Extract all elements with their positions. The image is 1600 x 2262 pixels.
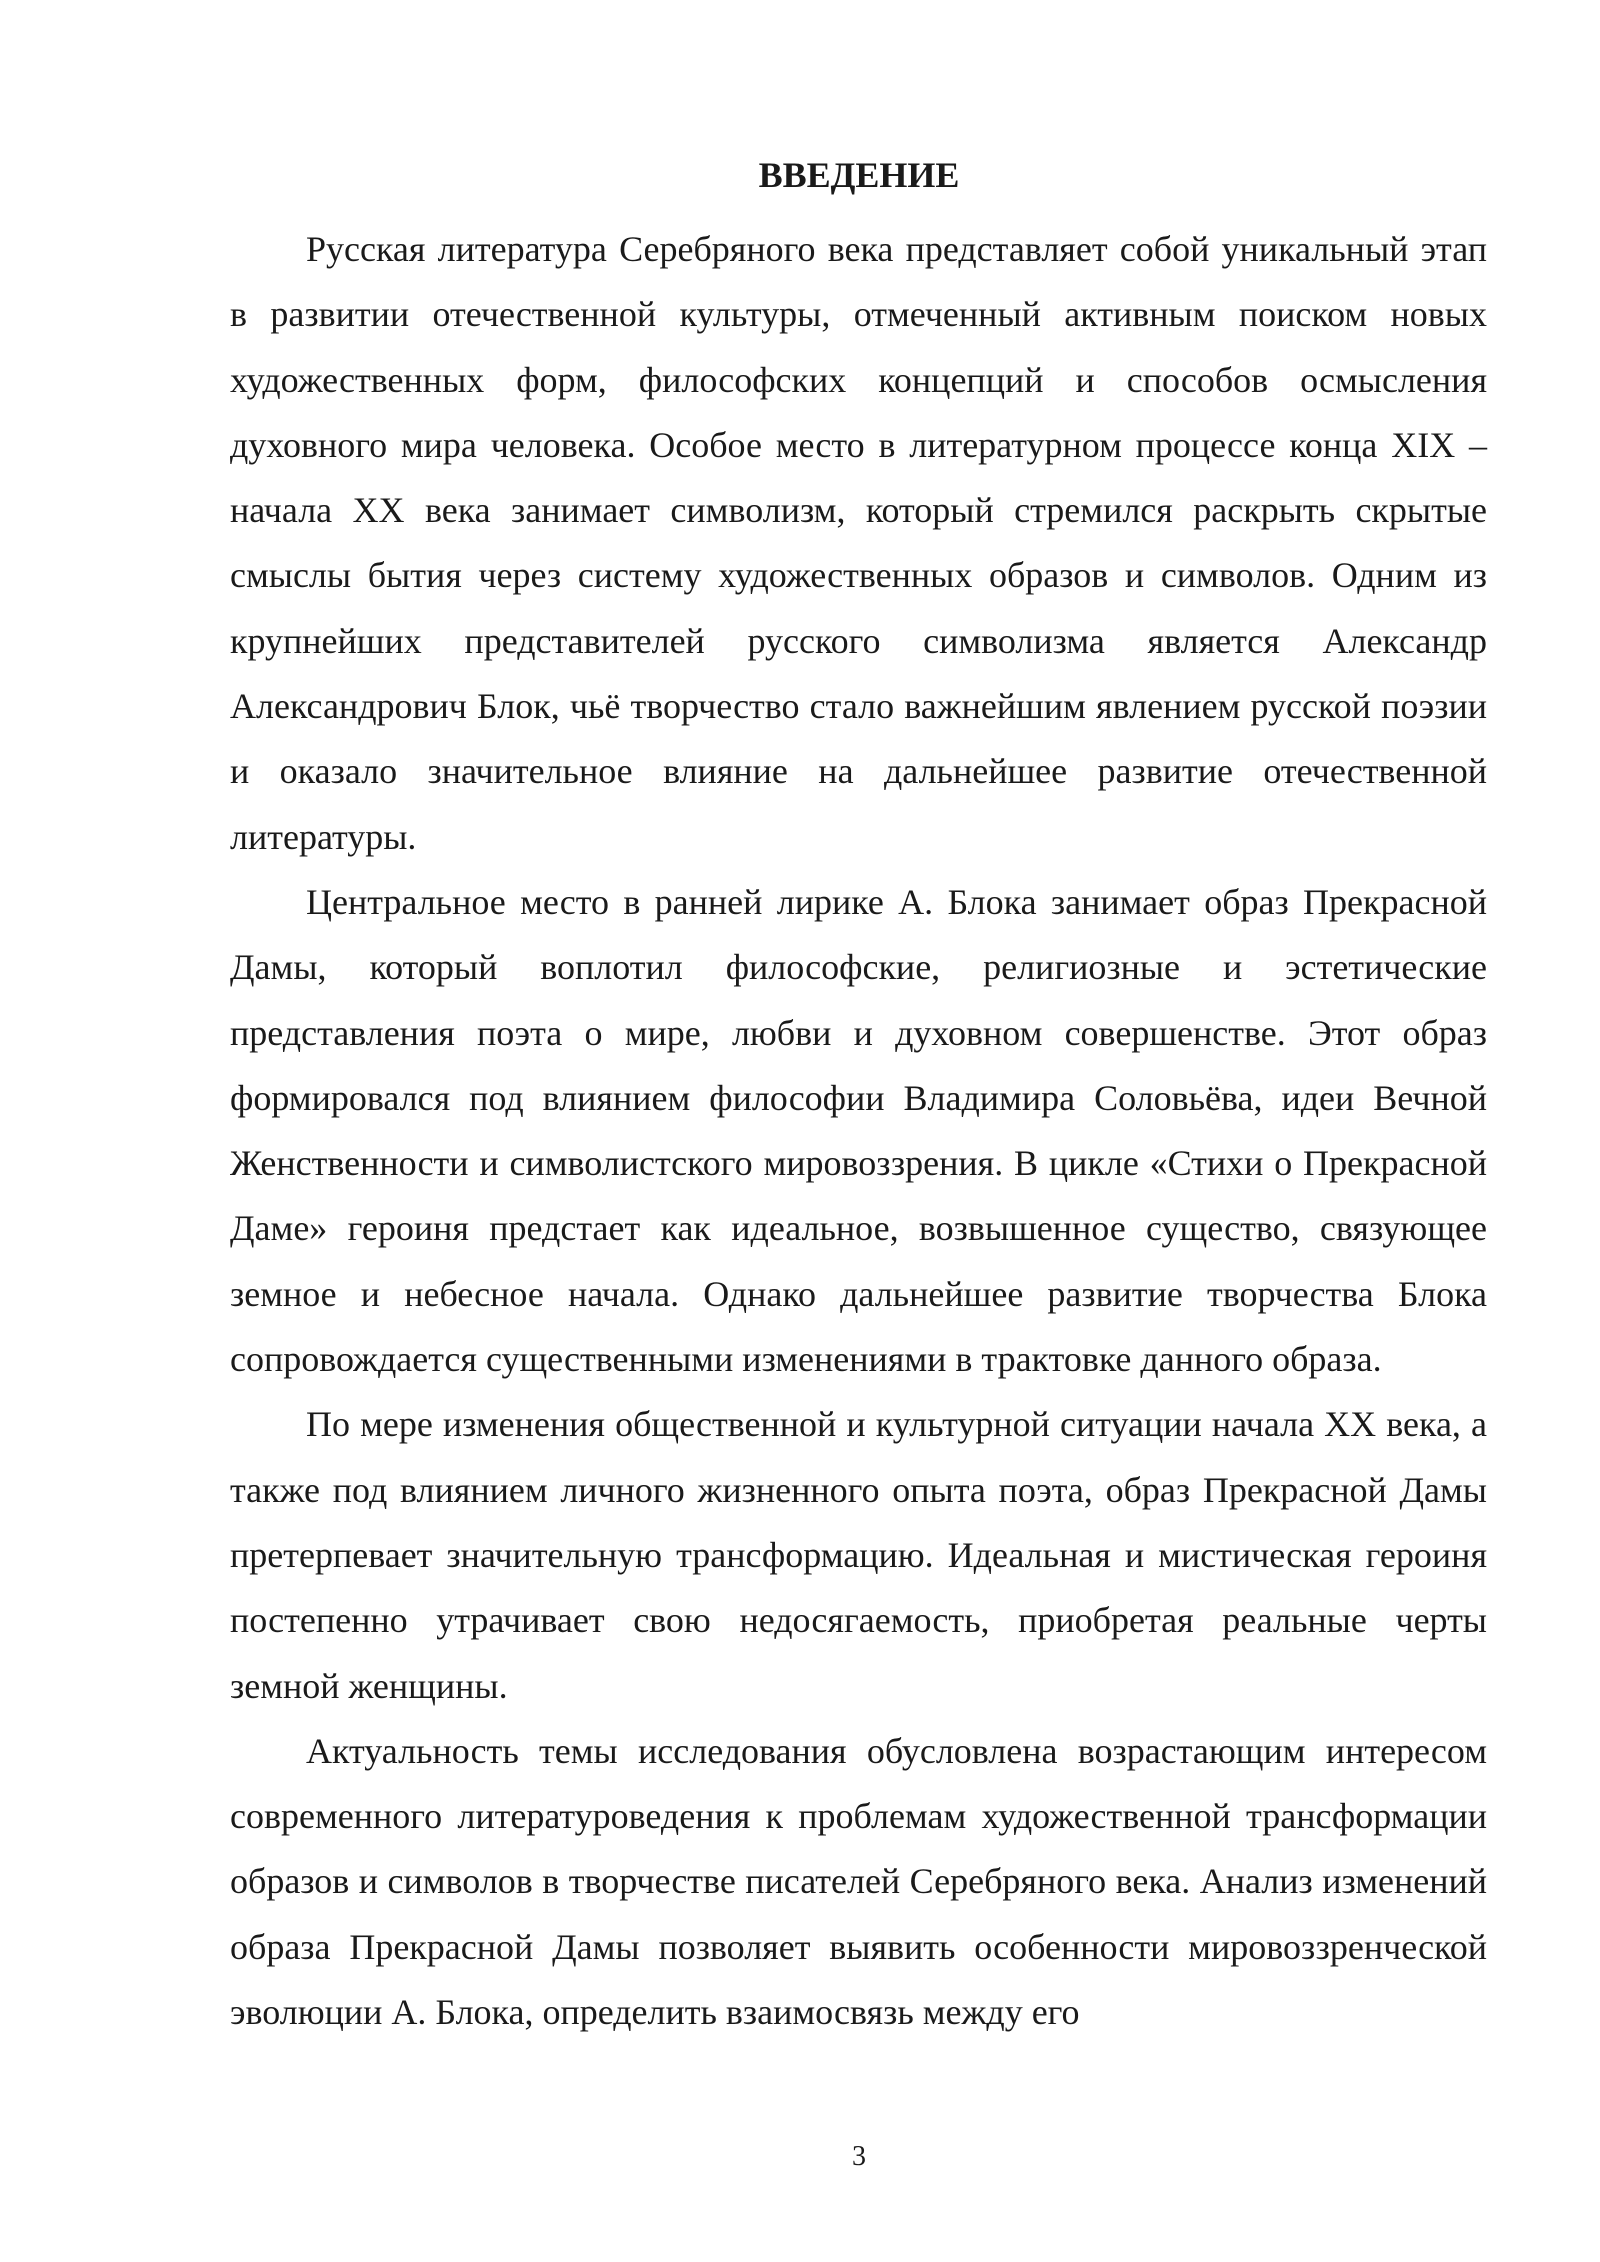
paragraph-4: Актуальность темы исследования обусловлена возрастающим интересом современного литературоведения к проблемам художественной трансформации образов и символов в творчестве писателей Серебряного века. Анализ изменений образа Прекрасной Дамы позволяет выявить особенности мировоззренческой эволюции А. Блока, определить взаимосвязь между его xyxy=(230,1730,1487,2033)
paragraph-3: По мере изменения общественной и культурной ситуации начала XX века, а также под влиянием личного жизненного опыта поэта, образ Прекрасной Дамы претерпевает значительную трансформацию. Идеальная и мистическая героиня постепенно утрачивает свою недосягаемость, приобретая реальные черты земной женщины. xyxy=(230,1404,1487,1706)
paragraph-1: Русская литература Серебряного века представляет собой уникальный этап в развитии отечественной культуры, отмеченный активным поиском новых художественных форм, философских концепций и способов осмысления духовного мира человека. Особое место в литературном процессе конца XIX – начала XX века занимает символизм, который стремился раскрыть скрытые смыслы бытия через систему художественных образов и символов. Одним из крупнейших представителей русского символизма является Александр Александрович Блок, чьё творчество стало важнейшим явлением русской поэзии и оказало значительное влияние на дальнейшее развитие отечественной литературы. xyxy=(230,229,1487,857)
paragraph-2: Центральное место в ранней лирике А. Блока занимает образ Прекрасной Дамы, который воплотил философские, религиозные и эстетические представления поэта о мире, любви и духовном совершенстве. Этот образ формировался под влиянием философии Владимира Соловьёва, идеи Вечной Женственности и символистского мировоззрения. В цикле «Стихи о Прекрасной Даме» героиня предстает как идеальное, возвышенное существо, связующее земное и небесное начала. Однако дальнейшее развитие творчества Блока сопровождается существенными изменениями в трактовке данного образа. xyxy=(230,881,1487,1380)
body-text xyxy=(230,217,1487,2045)
page-number: 3 xyxy=(852,2141,866,2172)
section-heading: ВВЕДЕНИЕ xyxy=(758,155,960,195)
